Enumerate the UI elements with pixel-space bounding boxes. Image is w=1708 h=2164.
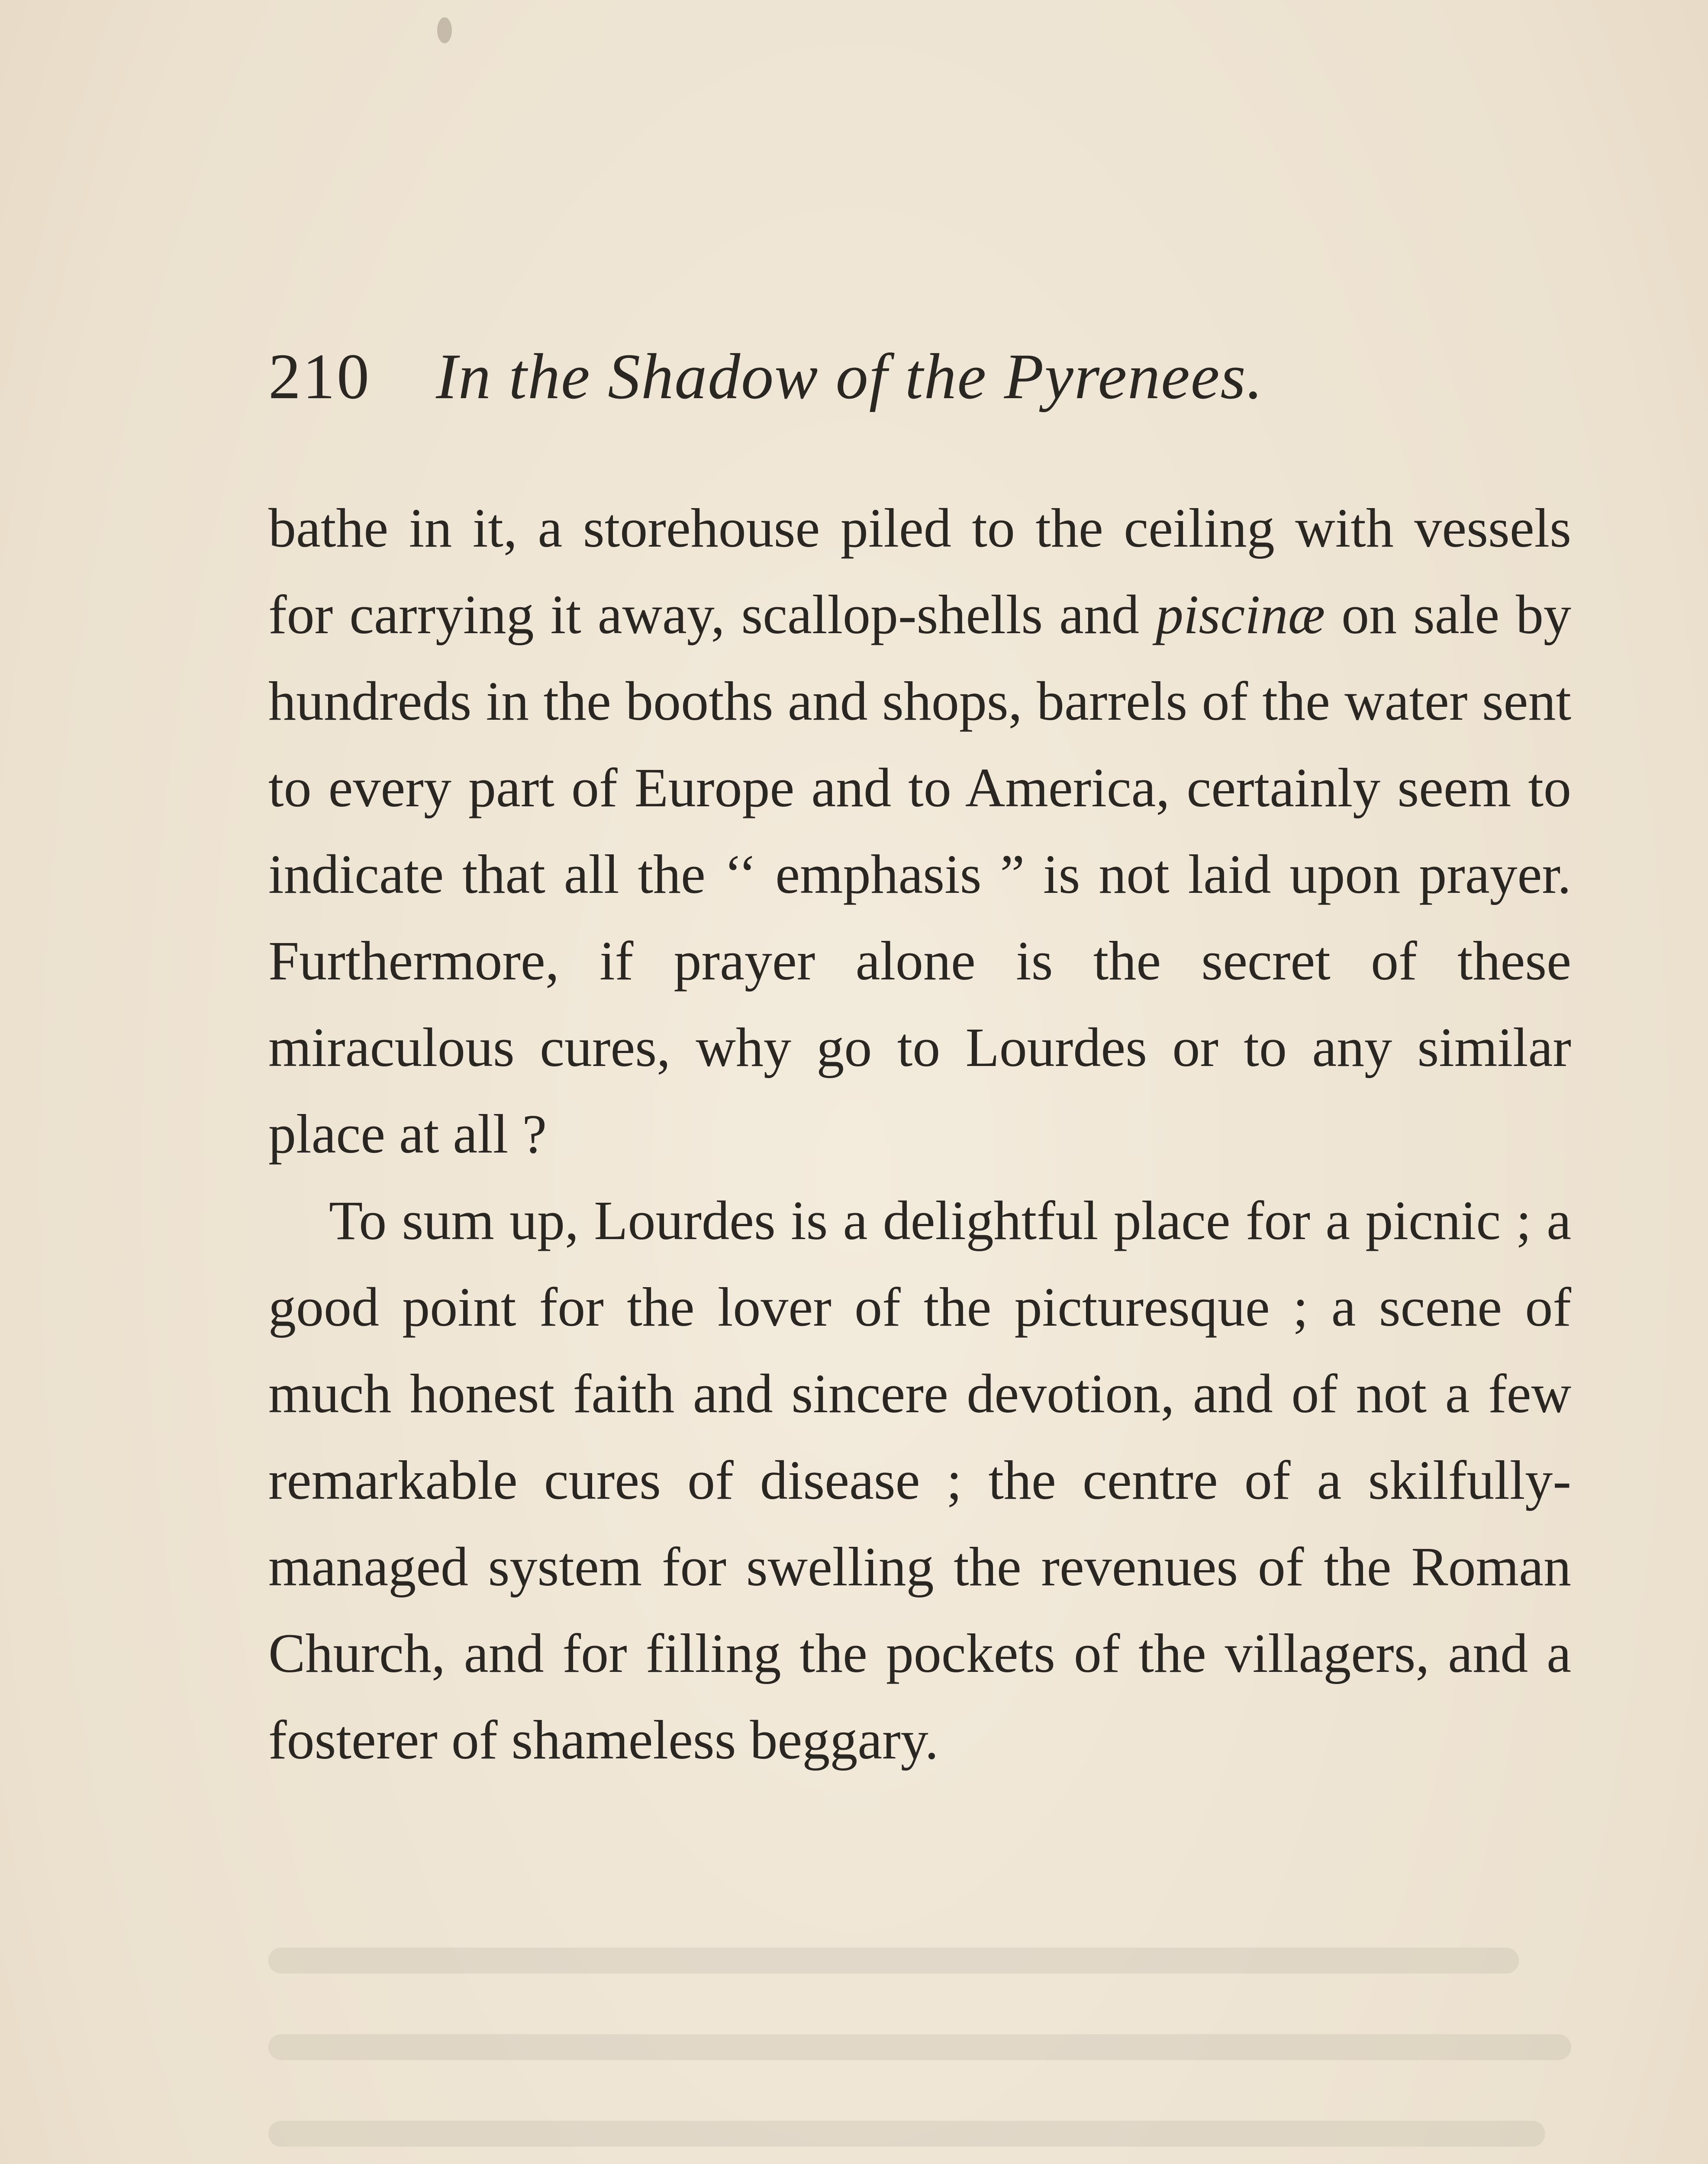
italic-word: piscinæ: [1155, 584, 1325, 645]
running-head: [268, 338, 1437, 415]
paragraph-1-end: on sale by hundreds in the booths and shops, barrels of the water sent to every part of Europe and to America, certainly seem to indicate that all the ‘‘ emphasis ” is not laid upon prayer. Furthermore, if prayer alone is the secret of these miraculous cures, why go to Lourdes or to any similar place at all ?: [268, 584, 1572, 1165]
paper-speck: [437, 17, 452, 43]
show-through-from-reverse: [268, 1948, 1571, 2164]
body-text: [268, 485, 1571, 1783]
page-number: 210: [268, 341, 371, 412]
paragraph-1-start: bathe in it, a storehouse piled to the ceiling with vessels for carrying it away, scallop-shells and: [268, 497, 1571, 645]
book-title: In the Shadow of the Pyrenees.: [436, 341, 1264, 412]
paragraph: [268, 485, 1571, 1177]
paragraph: To sum up, Lourdes is a delightful place for a picnic ; a good point for the lover of the picturesque ; a scene of much honest faith and sincere devotion, and of not a few remarkable cures of disease ; the centre of a skilfully-managed system for swelling the revenues of the Roman Church, and for filling the pockets of the villagers, and a fosterer of shameless beggary.: [268, 1190, 1571, 1771]
